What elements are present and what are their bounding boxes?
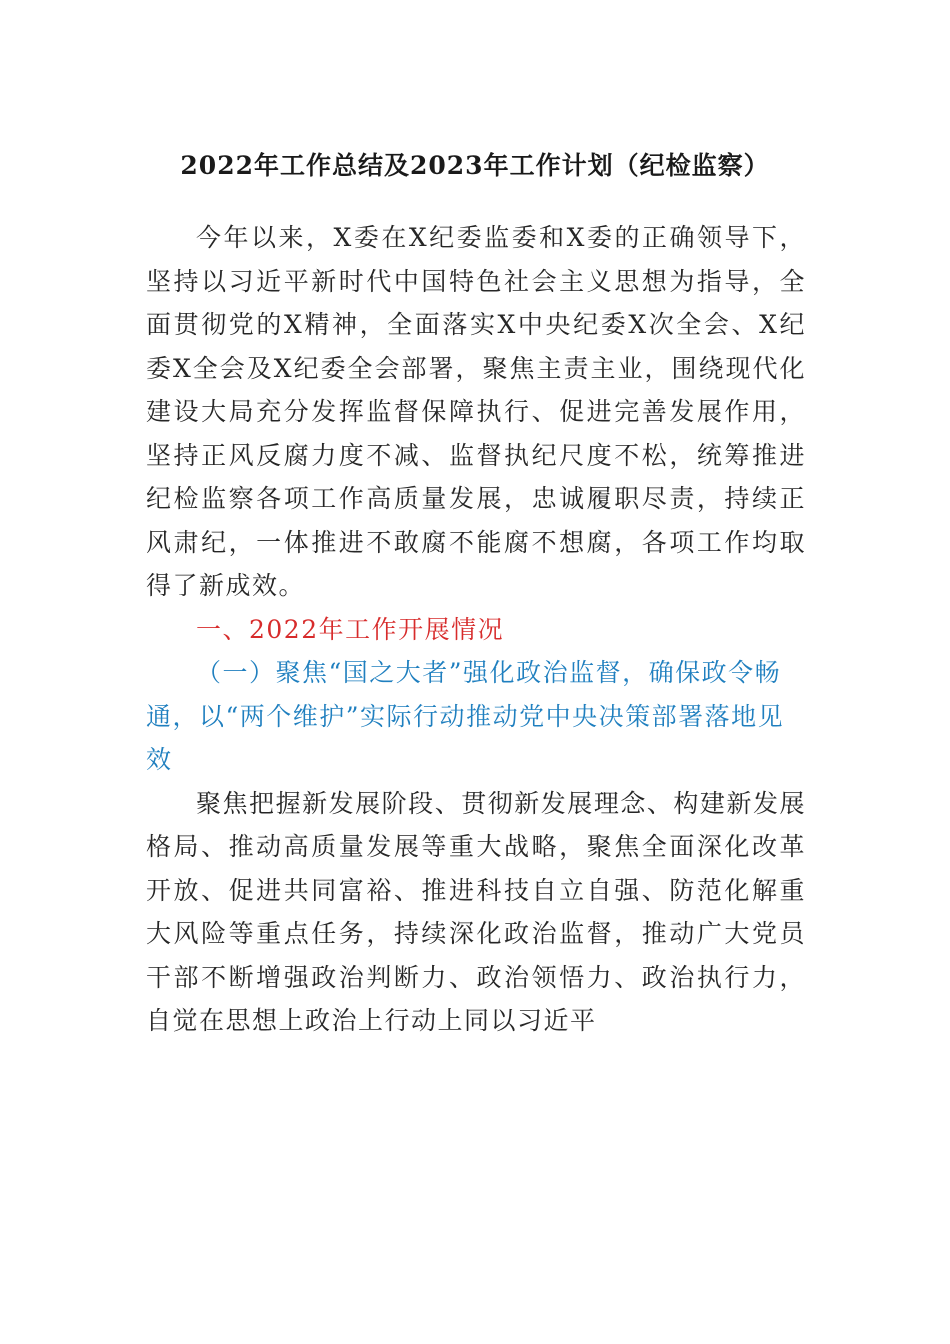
intro-paragraph: 今年以来，X委在X纪委监委和X委的正确领导下，坚持以习近平新时代中国特色社会主义思想为指导，全面贯彻党的X精神，全面落实X中央纪委X次全会、X纪委X全会及X纪委全会部署，聚焦主责主业，围绕现代化建设大局充分发挥监督保障执行、促进完善发展作用，坚持正风反腐力度不减、监督执纪尺度不松，统筹推进纪检监察各项工作高质量发展，忠诚履职尽责，持续正风肃纪，一体推进不敢腐不能腐不想腐，各项工作均取得了新成效。 (146, 223, 806, 600)
section-heading-1: 一、2022年工作开展情况 (196, 614, 505, 644)
subsection-heading-1: （一）聚焦“国之大者”强化政治监督，确保政令畅通，以“两个维护”实际行动推动党中央决策部署落地见效 (146, 658, 785, 774)
subsection-1-paragraph: 聚焦把握新发展阶段、贯彻新发展理念、构建新发展格局、推动高质量发展等重大战略，聚焦全面深化改革开放、促进共同富裕、推进科技自立自强、防范化解重大风险等重点任务，持续深化政治监督，推动广大党员干部不断增强政治判断力、政治领悟力、政治执行力，自觉在思想上政治上行动上同以习近平 (146, 788, 806, 1035)
document-title: 2022年工作总结及2023年工作计划（纪检监察） (180, 151, 770, 180)
document-body (146, 216, 806, 1043)
